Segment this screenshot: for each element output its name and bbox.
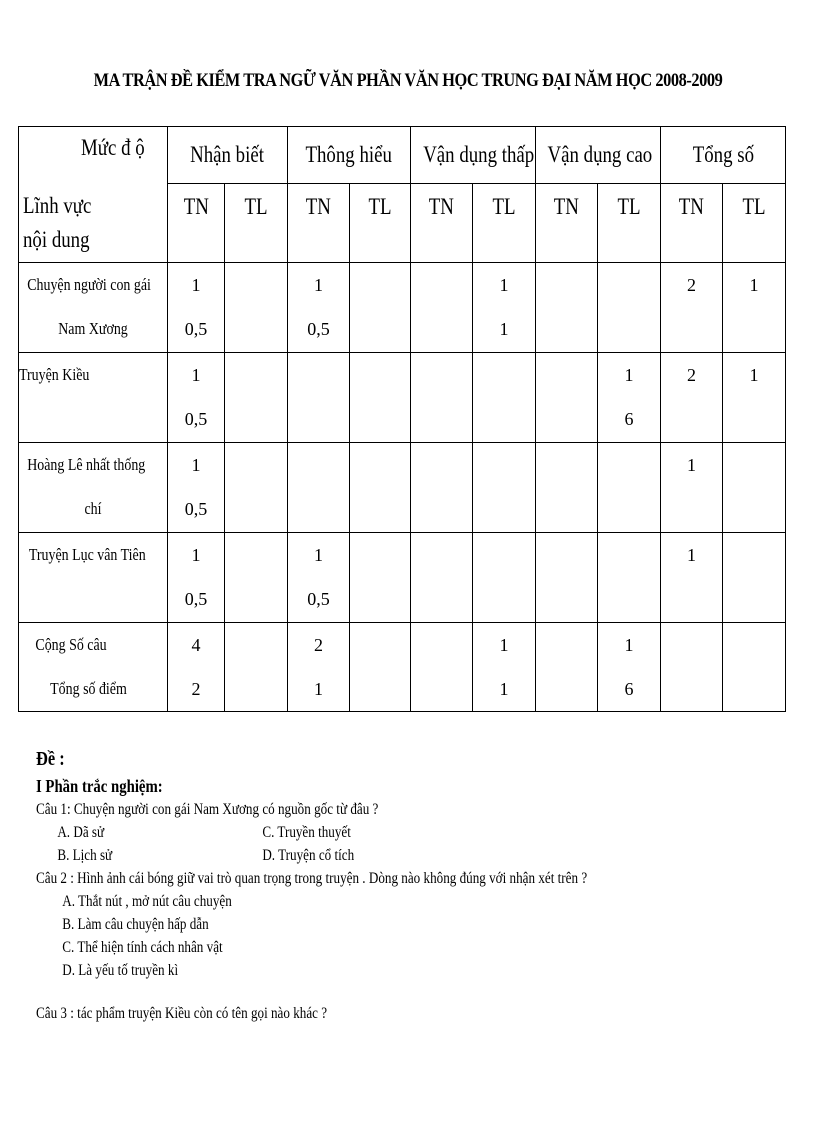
table-row [19, 443, 786, 533]
content-area-cell: Truyện Lục vân Tiên [19, 533, 168, 623]
question-count [225, 263, 287, 307]
score-value [536, 487, 597, 531]
sub-header: TL [225, 184, 288, 263]
sub-header: TN [661, 184, 723, 263]
answer-option: C. Truyền thuyết [262, 824, 351, 841]
score-value [411, 307, 472, 351]
level-header: Thông hiểu [288, 127, 411, 184]
score-value: 0,5 [184, 589, 208, 609]
matrix-cell [411, 443, 473, 533]
question-count: 1 [499, 635, 509, 655]
question-count [350, 353, 410, 397]
question-count: 1 [624, 635, 634, 655]
sub-header: TN [288, 184, 350, 263]
level-header: Tổng số [661, 127, 786, 184]
question-count [225, 353, 287, 397]
answer-option: D. Là yếu tố truyền kì [62, 962, 179, 979]
score-value [723, 667, 785, 711]
score-value [723, 487, 785, 531]
question-count: 1 [749, 275, 759, 295]
answer-option: B. Làm câu chuyện hấp dẫn [62, 916, 209, 933]
score-value [661, 307, 722, 351]
matrix-cell [598, 263, 661, 353]
matrix-cell [411, 353, 473, 443]
score-value [411, 667, 472, 711]
matrix-cell [473, 623, 536, 712]
score-value: 2 [191, 679, 201, 699]
matrix-corner-header [19, 127, 168, 263]
answer-option: B. Lịch sử [57, 847, 113, 864]
question-count: 1 [314, 275, 323, 295]
question-count [536, 443, 597, 487]
content-area-cell: Chuyện người con gái Nam Xương [19, 263, 168, 353]
answer-option: A. Dã sử [57, 824, 105, 841]
answer-option: D. Truyện cổ tích [262, 847, 355, 864]
question-count [411, 263, 472, 307]
question-count [473, 443, 535, 487]
score-value [473, 397, 535, 441]
question-count [536, 623, 597, 667]
score-value [723, 397, 785, 441]
score-value [411, 577, 472, 621]
matrix-cell [473, 533, 536, 623]
matrix-cell [536, 263, 598, 353]
sub-header: TN [168, 184, 225, 263]
answer-option: A. Thắt nút , mở nút câu chuyện [62, 893, 232, 910]
question-count: 4 [191, 635, 201, 655]
question-count [225, 623, 287, 667]
matrix-cell [225, 443, 288, 533]
exam-matrix-table [18, 126, 786, 712]
matrix-cell [411, 533, 473, 623]
matrix-cell [350, 353, 411, 443]
matrix-cell [225, 263, 288, 353]
matrix-cell [723, 533, 786, 623]
score-value [661, 667, 722, 711]
score-value: 0,5 [184, 499, 208, 519]
score-value [288, 487, 349, 531]
score-value [723, 577, 785, 621]
level-header: Nhận biết [168, 127, 288, 184]
score-value: 6 [624, 679, 634, 699]
score-value [661, 487, 722, 531]
document-title: MA TRẬN ĐỀ KIỂM TRA NGỮ VĂN PHẦN VĂN HỌC TRUNG ĐẠI NĂM HỌC 2008-2009 [93, 70, 723, 91]
level-header: Vận dụng thấp [411, 127, 536, 184]
score-value [536, 577, 597, 621]
score-value [225, 487, 287, 531]
score-value: 1 [499, 319, 509, 339]
question-count [723, 623, 785, 667]
question-count: 1 [749, 365, 759, 385]
matrix-cell [350, 623, 411, 712]
score-value: 0,5 [184, 409, 208, 429]
score-value [225, 397, 287, 441]
table-row [19, 353, 786, 443]
score-value [473, 577, 535, 621]
matrix-cell [288, 443, 350, 533]
question-count [350, 533, 410, 577]
matrix-cell [288, 353, 350, 443]
matrix-cell [661, 443, 723, 533]
score-value [598, 487, 660, 531]
matrix-cell [168, 353, 225, 443]
score-value: 6 [624, 409, 634, 429]
matrix-cell [473, 353, 536, 443]
score-value [598, 307, 660, 351]
question-count [661, 623, 722, 667]
score-value: 0,5 [307, 589, 330, 609]
score-value [598, 577, 660, 621]
content-area-cell: Truyện Kiều [19, 353, 168, 443]
table-row [19, 533, 786, 623]
score-value [288, 397, 349, 441]
matrix-cell [536, 533, 598, 623]
matrix-cell [411, 263, 473, 353]
content-axis-label: Lĩnh vực nội dung [23, 193, 92, 252]
score-value [661, 397, 722, 441]
part-heading: I Phần trắc nghiệm: [36, 776, 163, 796]
exam-questions [36, 748, 708, 1025]
matrix-cell [536, 623, 598, 712]
score-value [473, 487, 535, 531]
matrix-cell [225, 623, 288, 712]
question-count [536, 353, 597, 397]
matrix-cell [411, 623, 473, 712]
question-2: Câu 2 : Hình ảnh cái bóng giữ vai trò quan trọng trong truyện . Dòng nào không đúng với nhận xét trên ? [36, 870, 588, 887]
matrix-cell [598, 443, 661, 533]
question-count: 1 [191, 545, 201, 565]
level-axis-label: Mức đ ộ [81, 135, 145, 160]
question-count: 1 [314, 545, 323, 565]
table-row [19, 263, 786, 353]
question-count [350, 263, 410, 307]
question-count [598, 533, 660, 577]
matrix-cell [723, 353, 786, 443]
score-value [536, 307, 597, 351]
score-value [225, 667, 287, 711]
question-count: 1 [687, 545, 697, 565]
question-count: 2 [314, 635, 323, 655]
matrix-cell [661, 353, 723, 443]
question-count [225, 443, 287, 487]
matrix-cell [288, 263, 350, 353]
question-count [598, 263, 660, 307]
question-count [473, 353, 535, 397]
matrix-cell [225, 353, 288, 443]
question-count: 2 [687, 275, 697, 295]
question-count [411, 443, 472, 487]
matrix-cell [473, 263, 536, 353]
score-value [411, 487, 472, 531]
score-value [225, 577, 287, 621]
score-value: 0,5 [184, 319, 208, 339]
table-row [19, 623, 786, 712]
sub-header: TL [473, 184, 536, 263]
question-count: 1 [499, 275, 509, 295]
matrix-cell [168, 443, 225, 533]
score-value [350, 667, 410, 711]
matrix-cell [225, 533, 288, 623]
question-count: 1 [191, 455, 201, 475]
question-count [350, 443, 410, 487]
question-count: 2 [687, 365, 697, 385]
score-value [411, 397, 472, 441]
matrix-cell [168, 263, 225, 353]
matrix-cell [350, 443, 411, 533]
score-value [350, 487, 410, 531]
matrix-cell [350, 533, 411, 623]
matrix-cell [288, 623, 350, 712]
matrix-cell [661, 263, 723, 353]
level-header: Vận dụng cao [536, 127, 661, 184]
question-count [536, 263, 597, 307]
content-area-cell: Cộng Số câu Tổng số điểm [19, 623, 168, 712]
score-value [536, 397, 597, 441]
matrix-cell [661, 623, 723, 712]
sub-header: TN [411, 184, 473, 263]
sub-header: TL [350, 184, 411, 263]
matrix-cell [598, 353, 661, 443]
question-3: Câu 3 : tác phẩm truyện Kiều còn có tên gọi nào khác ? [36, 1005, 328, 1022]
question-count [723, 443, 785, 487]
exam-heading: Đề : [36, 748, 65, 770]
matrix-cell [661, 533, 723, 623]
question-1-options-row [36, 821, 587, 844]
question-count [473, 533, 535, 577]
score-value [350, 307, 410, 351]
matrix-cell [168, 533, 225, 623]
matrix-cell [536, 443, 598, 533]
question-count [225, 533, 287, 577]
question-1-options-row [36, 844, 587, 867]
question-count: 1 [624, 365, 634, 385]
question-count: 1 [687, 455, 697, 475]
question-count [411, 533, 472, 577]
question-count [288, 353, 349, 397]
score-value [350, 397, 410, 441]
question-count: 1 [191, 275, 201, 295]
question-count [350, 623, 410, 667]
score-value: 1 [314, 679, 323, 699]
question-count [411, 623, 472, 667]
sub-header: TL [723, 184, 786, 263]
question-count [411, 353, 472, 397]
question-count [598, 443, 660, 487]
matrix-cell [473, 443, 536, 533]
score-value: 0,5 [307, 319, 330, 339]
matrix-cell [168, 623, 225, 712]
content-area-cell: Hoàng Lê nhất thống chí [19, 443, 168, 533]
question-count [536, 533, 597, 577]
matrix-cell [288, 533, 350, 623]
matrix-cell [598, 533, 661, 623]
question-count [723, 533, 785, 577]
score-value: 1 [499, 679, 509, 699]
question-count: 1 [191, 365, 201, 385]
matrix-cell [598, 623, 661, 712]
matrix-cell [536, 353, 598, 443]
score-value [723, 307, 785, 351]
matrix-cell [723, 623, 786, 712]
matrix-cell [723, 263, 786, 353]
question-count [288, 443, 349, 487]
sub-header: TL [598, 184, 661, 263]
sub-header: TN [536, 184, 598, 263]
score-value [225, 307, 287, 351]
score-value [661, 577, 722, 621]
answer-option: C. Thể hiện tính cách nhân vật [62, 939, 223, 956]
matrix-cell [350, 263, 411, 353]
matrix-cell [723, 443, 786, 533]
score-value [536, 667, 597, 711]
score-value [350, 577, 410, 621]
question-1: Câu 1: Chuyện người con gái Nam Xương có nguồn gốc từ đâu ? [36, 801, 379, 818]
